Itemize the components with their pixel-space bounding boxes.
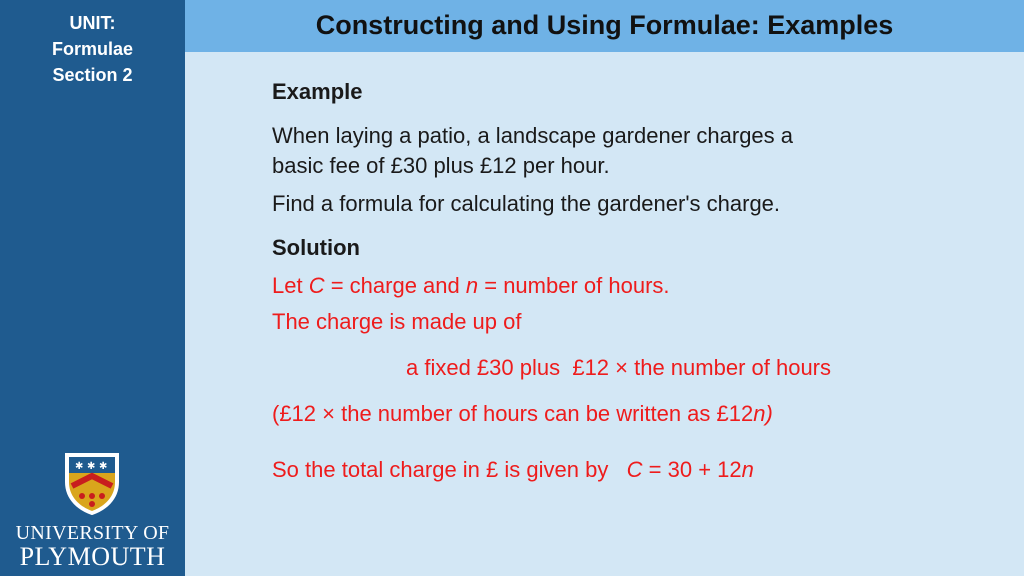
sidebar	[0, 0, 185, 576]
svg-text:✱: ✱	[87, 461, 96, 472]
svg-text:✱: ✱	[75, 461, 84, 472]
made-up-line: The charge is made up of	[272, 309, 522, 334]
example-line-1: When laying a patio, a landscape gardener charges a	[272, 123, 794, 148]
let-suffix: = number of hours.	[478, 273, 670, 298]
example-line-3: Find a formula for calculating the gardener's charge.	[272, 191, 781, 216]
variable-n: n	[465, 273, 479, 298]
example-line-2: basic fee of £30 plus £12 per hour.	[272, 153, 610, 178]
note-line	[272, 400, 773, 428]
note-variable: n)	[753, 401, 773, 426]
let-definition	[272, 272, 670, 300]
unit-line-3: Section 2	[52, 65, 133, 85]
example-heading: Example	[272, 79, 363, 104]
unit-label	[0, 10, 185, 88]
let-prefix: Let	[272, 273, 309, 298]
unit-line-2: Formulae	[51, 39, 134, 59]
total-prefix: So the total charge in £ is given by	[272, 457, 627, 482]
page-title: Constructing and Using Formulae: Examples	[315, 10, 894, 40]
university-crest-icon	[64, 452, 120, 516]
total-formula-line	[272, 456, 754, 484]
logo-line-2: PLYMOUTH	[19, 542, 166, 571]
variable-c: C	[308, 273, 325, 298]
total-mid: = 30 + 12	[642, 457, 742, 482]
total-variable-c: C	[626, 457, 643, 482]
note-prefix: (£12 × the number of hours can be written as £12	[272, 401, 754, 426]
unit-line-1: UNIT:	[69, 13, 116, 33]
svg-text:✱: ✱	[99, 461, 108, 472]
breakdown-line: a fixed £30 plus £12 × the number of hours	[406, 355, 832, 380]
let-mid: = charge and	[324, 273, 466, 298]
university-logo-text	[0, 522, 185, 570]
header-bar	[185, 0, 1024, 52]
total-variable-n: n	[741, 457, 754, 482]
logo-line-1: UNIVERSITY OF	[15, 522, 170, 544]
solution-heading: Solution	[272, 235, 360, 260]
